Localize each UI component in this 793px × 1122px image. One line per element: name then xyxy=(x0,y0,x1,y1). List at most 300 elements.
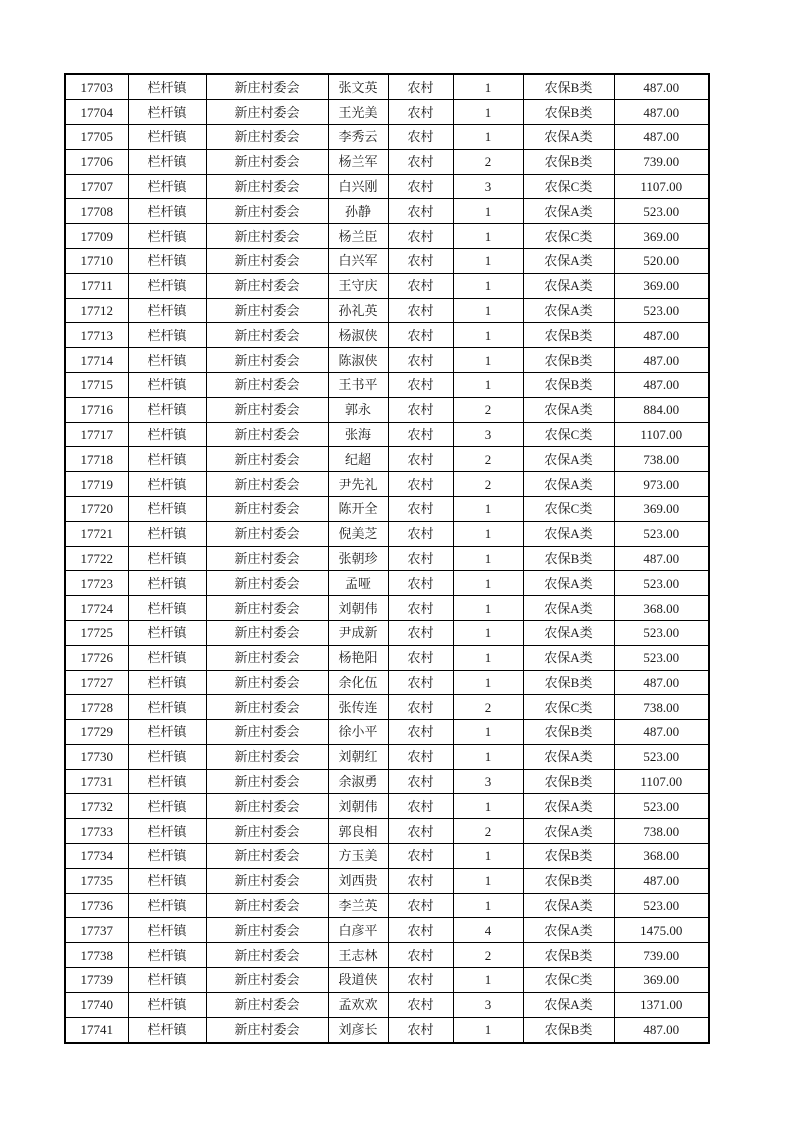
table-row xyxy=(65,546,709,571)
cell-village: 新庄村委会 xyxy=(206,397,328,422)
cell-amount: 1475.00 xyxy=(614,918,709,943)
cell-village: 新庄村委会 xyxy=(206,844,328,869)
table-row xyxy=(65,769,709,794)
table-row xyxy=(65,372,709,397)
cell-town: 栏杆镇 xyxy=(128,596,206,621)
cell-name: 李兰英 xyxy=(328,893,388,918)
table-row xyxy=(65,74,709,100)
cell-town: 栏杆镇 xyxy=(128,695,206,720)
cell-village: 新庄村委会 xyxy=(206,372,328,397)
cell-serial: 17715 xyxy=(65,372,128,397)
cell-amount: 487.00 xyxy=(614,348,709,373)
table-row xyxy=(65,496,709,521)
cell-village: 新庄村委会 xyxy=(206,645,328,670)
cell-serial: 17716 xyxy=(65,397,128,422)
cell-village: 新庄村委会 xyxy=(206,918,328,943)
cell-town: 栏杆镇 xyxy=(128,1017,206,1043)
cell-serial: 17708 xyxy=(65,199,128,224)
cell-type: 农村 xyxy=(388,323,453,348)
cell-name: 孙静 xyxy=(328,199,388,224)
cell-village: 新庄村委会 xyxy=(206,769,328,794)
cell-count: 1 xyxy=(453,298,523,323)
cell-serial: 17720 xyxy=(65,496,128,521)
table-row xyxy=(65,893,709,918)
cell-count: 1 xyxy=(453,100,523,125)
cell-village: 新庄村委会 xyxy=(206,868,328,893)
cell-name: 刘朝红 xyxy=(328,744,388,769)
cell-serial: 17739 xyxy=(65,968,128,993)
cell-category: 农保B类 xyxy=(523,546,614,571)
cell-amount: 973.00 xyxy=(614,472,709,497)
cell-count: 1 xyxy=(453,893,523,918)
cell-town: 栏杆镇 xyxy=(128,397,206,422)
payment-roster-table xyxy=(64,73,710,1044)
cell-category: 农保B类 xyxy=(523,868,614,893)
cell-village: 新庄村委会 xyxy=(206,298,328,323)
cell-count: 1 xyxy=(453,620,523,645)
cell-serial: 17719 xyxy=(65,472,128,497)
cell-amount: 884.00 xyxy=(614,397,709,422)
cell-type: 农村 xyxy=(388,422,453,447)
cell-name: 王守庆 xyxy=(328,273,388,298)
cell-town: 栏杆镇 xyxy=(128,620,206,645)
cell-category: 农保A类 xyxy=(523,397,614,422)
cell-type: 农村 xyxy=(388,943,453,968)
cell-amount: 487.00 xyxy=(614,546,709,571)
cell-town: 栏杆镇 xyxy=(128,819,206,844)
cell-name: 陈开全 xyxy=(328,496,388,521)
cell-category: 农保A类 xyxy=(523,521,614,546)
cell-serial: 17707 xyxy=(65,174,128,199)
cell-amount: 369.00 xyxy=(614,224,709,249)
cell-village: 新庄村委会 xyxy=(206,1017,328,1043)
cell-category: 农保A类 xyxy=(523,571,614,596)
cell-name: 倪美芝 xyxy=(328,521,388,546)
cell-village: 新庄村委会 xyxy=(206,174,328,199)
cell-category: 农保C类 xyxy=(523,968,614,993)
cell-name: 李秀云 xyxy=(328,124,388,149)
cell-category: 农保C类 xyxy=(523,496,614,521)
cell-amount: 523.00 xyxy=(614,893,709,918)
cell-town: 栏杆镇 xyxy=(128,149,206,174)
cell-amount: 369.00 xyxy=(614,496,709,521)
cell-town: 栏杆镇 xyxy=(128,670,206,695)
cell-category: 农保A类 xyxy=(523,893,614,918)
cell-type: 农村 xyxy=(388,273,453,298)
cell-serial: 17711 xyxy=(65,273,128,298)
table-row xyxy=(65,174,709,199)
cell-count: 1 xyxy=(453,248,523,273)
cell-count: 1 xyxy=(453,1017,523,1043)
cell-serial: 17734 xyxy=(65,844,128,869)
cell-type: 农村 xyxy=(388,100,453,125)
cell-serial: 17703 xyxy=(65,74,128,100)
cell-name: 杨艳阳 xyxy=(328,645,388,670)
table-row xyxy=(65,943,709,968)
cell-village: 新庄村委会 xyxy=(206,348,328,373)
cell-village: 新庄村委会 xyxy=(206,472,328,497)
cell-town: 栏杆镇 xyxy=(128,422,206,447)
cell-village: 新庄村委会 xyxy=(206,695,328,720)
table-row xyxy=(65,620,709,645)
cell-serial: 17741 xyxy=(65,1017,128,1043)
cell-type: 农村 xyxy=(388,596,453,621)
cell-serial: 17737 xyxy=(65,918,128,943)
cell-category: 农保B类 xyxy=(523,720,614,745)
cell-name: 王志林 xyxy=(328,943,388,968)
cell-town: 栏杆镇 xyxy=(128,248,206,273)
cell-count: 1 xyxy=(453,224,523,249)
cell-town: 栏杆镇 xyxy=(128,74,206,100)
cell-serial: 17731 xyxy=(65,769,128,794)
cell-town: 栏杆镇 xyxy=(128,372,206,397)
cell-category: 农保A类 xyxy=(523,992,614,1017)
cell-serial: 17706 xyxy=(65,149,128,174)
cell-count: 1 xyxy=(453,744,523,769)
cell-type: 农村 xyxy=(388,248,453,273)
cell-village: 新庄村委会 xyxy=(206,248,328,273)
cell-village: 新庄村委会 xyxy=(206,323,328,348)
cell-name: 王书平 xyxy=(328,372,388,397)
table-row xyxy=(65,918,709,943)
cell-amount: 738.00 xyxy=(614,819,709,844)
cell-amount: 523.00 xyxy=(614,794,709,819)
cell-category: 农保B类 xyxy=(523,149,614,174)
table-row xyxy=(65,397,709,422)
cell-town: 栏杆镇 xyxy=(128,868,206,893)
cell-type: 农村 xyxy=(388,744,453,769)
cell-count: 3 xyxy=(453,769,523,794)
table-body xyxy=(65,74,709,1043)
cell-category: 农保A类 xyxy=(523,645,614,670)
cell-type: 农村 xyxy=(388,769,453,794)
cell-type: 农村 xyxy=(388,174,453,199)
cell-amount: 369.00 xyxy=(614,968,709,993)
cell-town: 栏杆镇 xyxy=(128,844,206,869)
cell-count: 2 xyxy=(453,397,523,422)
cell-village: 新庄村委会 xyxy=(206,74,328,100)
cell-serial: 17717 xyxy=(65,422,128,447)
cell-type: 农村 xyxy=(388,1017,453,1043)
cell-town: 栏杆镇 xyxy=(128,893,206,918)
cell-serial: 17712 xyxy=(65,298,128,323)
cell-town: 栏杆镇 xyxy=(128,521,206,546)
cell-count: 2 xyxy=(453,447,523,472)
table-row xyxy=(65,868,709,893)
table-row xyxy=(65,422,709,447)
cell-type: 农村 xyxy=(388,968,453,993)
table-row xyxy=(65,844,709,869)
cell-town: 栏杆镇 xyxy=(128,224,206,249)
cell-name: 余化伍 xyxy=(328,670,388,695)
cell-town: 栏杆镇 xyxy=(128,124,206,149)
cell-name: 孟哑 xyxy=(328,571,388,596)
cell-category: 农保B类 xyxy=(523,74,614,100)
cell-count: 1 xyxy=(453,794,523,819)
cell-town: 栏杆镇 xyxy=(128,571,206,596)
cell-amount: 738.00 xyxy=(614,447,709,472)
cell-amount: 523.00 xyxy=(614,298,709,323)
table-row xyxy=(65,273,709,298)
cell-count: 1 xyxy=(453,546,523,571)
cell-type: 农村 xyxy=(388,868,453,893)
cell-amount: 738.00 xyxy=(614,695,709,720)
cell-village: 新庄村委会 xyxy=(206,546,328,571)
cell-town: 栏杆镇 xyxy=(128,447,206,472)
cell-serial: 17710 xyxy=(65,248,128,273)
table-row xyxy=(65,819,709,844)
cell-name: 尹先礼 xyxy=(328,472,388,497)
cell-town: 栏杆镇 xyxy=(128,968,206,993)
cell-town: 栏杆镇 xyxy=(128,298,206,323)
cell-count: 1 xyxy=(453,844,523,869)
cell-category: 农保A类 xyxy=(523,124,614,149)
cell-village: 新庄村委会 xyxy=(206,620,328,645)
cell-amount: 523.00 xyxy=(614,744,709,769)
cell-name: 刘朝伟 xyxy=(328,596,388,621)
cell-village: 新庄村委会 xyxy=(206,794,328,819)
cell-town: 栏杆镇 xyxy=(128,546,206,571)
cell-count: 1 xyxy=(453,199,523,224)
cell-category: 农保B类 xyxy=(523,1017,614,1043)
cell-village: 新庄村委会 xyxy=(206,893,328,918)
cell-count: 1 xyxy=(453,596,523,621)
cell-serial: 17727 xyxy=(65,670,128,695)
cell-category: 农保C类 xyxy=(523,422,614,447)
cell-amount: 520.00 xyxy=(614,248,709,273)
cell-type: 农村 xyxy=(388,844,453,869)
cell-name: 徐小平 xyxy=(328,720,388,745)
table-row xyxy=(65,124,709,149)
cell-amount: 523.00 xyxy=(614,645,709,670)
cell-serial: 17722 xyxy=(65,546,128,571)
cell-amount: 487.00 xyxy=(614,1017,709,1043)
cell-type: 农村 xyxy=(388,521,453,546)
cell-serial: 17713 xyxy=(65,323,128,348)
cell-town: 栏杆镇 xyxy=(128,273,206,298)
cell-name: 杨兰臣 xyxy=(328,224,388,249)
cell-count: 1 xyxy=(453,372,523,397)
cell-village: 新庄村委会 xyxy=(206,199,328,224)
cell-type: 农村 xyxy=(388,149,453,174)
cell-amount: 487.00 xyxy=(614,100,709,125)
cell-category: 农保B类 xyxy=(523,769,614,794)
cell-name: 张文英 xyxy=(328,74,388,100)
cell-category: 农保A类 xyxy=(523,472,614,497)
cell-category: 农保A类 xyxy=(523,447,614,472)
cell-count: 2 xyxy=(453,819,523,844)
cell-count: 1 xyxy=(453,124,523,149)
cell-name: 刘朝伟 xyxy=(328,794,388,819)
cell-category: 农保A类 xyxy=(523,744,614,769)
cell-village: 新庄村委会 xyxy=(206,224,328,249)
cell-count: 1 xyxy=(453,521,523,546)
cell-village: 新庄村委会 xyxy=(206,968,328,993)
table-row xyxy=(65,149,709,174)
cell-name: 孟欢欢 xyxy=(328,992,388,1017)
cell-name: 尹成新 xyxy=(328,620,388,645)
cell-serial: 17728 xyxy=(65,695,128,720)
cell-village: 新庄村委会 xyxy=(206,521,328,546)
cell-village: 新庄村委会 xyxy=(206,744,328,769)
cell-category: 农保A类 xyxy=(523,248,614,273)
cell-amount: 1107.00 xyxy=(614,769,709,794)
cell-village: 新庄村委会 xyxy=(206,992,328,1017)
cell-serial: 17714 xyxy=(65,348,128,373)
cell-name: 方玉美 xyxy=(328,844,388,869)
cell-name: 段道侠 xyxy=(328,968,388,993)
cell-category: 农保A类 xyxy=(523,620,614,645)
cell-category: 农保A类 xyxy=(523,596,614,621)
cell-amount: 369.00 xyxy=(614,273,709,298)
cell-name: 余淑勇 xyxy=(328,769,388,794)
cell-town: 栏杆镇 xyxy=(128,100,206,125)
cell-category: 农保A类 xyxy=(523,298,614,323)
cell-village: 新庄村委会 xyxy=(206,496,328,521)
cell-serial: 17705 xyxy=(65,124,128,149)
table-row xyxy=(65,670,709,695)
cell-type: 农村 xyxy=(388,447,453,472)
cell-amount: 368.00 xyxy=(614,844,709,869)
cell-village: 新庄村委会 xyxy=(206,124,328,149)
cell-count: 1 xyxy=(453,74,523,100)
cell-name: 刘西贵 xyxy=(328,868,388,893)
cell-village: 新庄村委会 xyxy=(206,720,328,745)
cell-name: 王光美 xyxy=(328,100,388,125)
cell-category: 农保B类 xyxy=(523,844,614,869)
table-row xyxy=(65,248,709,273)
cell-name: 白兴刚 xyxy=(328,174,388,199)
cell-village: 新庄村委会 xyxy=(206,943,328,968)
cell-type: 农村 xyxy=(388,546,453,571)
table-row xyxy=(65,224,709,249)
cell-amount: 487.00 xyxy=(614,124,709,149)
cell-name: 陈淑侠 xyxy=(328,348,388,373)
table-row xyxy=(65,472,709,497)
cell-count: 1 xyxy=(453,968,523,993)
cell-type: 农村 xyxy=(388,893,453,918)
cell-count: 2 xyxy=(453,472,523,497)
cell-serial: 17738 xyxy=(65,943,128,968)
table-row xyxy=(65,968,709,993)
cell-type: 农村 xyxy=(388,472,453,497)
cell-count: 1 xyxy=(453,348,523,373)
table-row xyxy=(65,695,709,720)
cell-town: 栏杆镇 xyxy=(128,472,206,497)
cell-category: 农保C类 xyxy=(523,695,614,720)
cell-count: 1 xyxy=(453,571,523,596)
cell-serial: 17726 xyxy=(65,645,128,670)
cell-serial: 17735 xyxy=(65,868,128,893)
cell-amount: 487.00 xyxy=(614,868,709,893)
cell-count: 1 xyxy=(453,670,523,695)
cell-amount: 1107.00 xyxy=(614,422,709,447)
table-row xyxy=(65,447,709,472)
cell-town: 栏杆镇 xyxy=(128,918,206,943)
cell-count: 1 xyxy=(453,273,523,298)
cell-serial: 17729 xyxy=(65,720,128,745)
cell-serial: 17709 xyxy=(65,224,128,249)
cell-name: 刘彦长 xyxy=(328,1017,388,1043)
cell-village: 新庄村委会 xyxy=(206,571,328,596)
table-row xyxy=(65,1017,709,1043)
cell-category: 农保B类 xyxy=(523,323,614,348)
cell-serial: 17730 xyxy=(65,744,128,769)
cell-type: 农村 xyxy=(388,992,453,1017)
cell-village: 新庄村委会 xyxy=(206,596,328,621)
cell-category: 农保A类 xyxy=(523,199,614,224)
cell-serial: 17721 xyxy=(65,521,128,546)
cell-count: 2 xyxy=(453,149,523,174)
cell-category: 农保A类 xyxy=(523,273,614,298)
cell-category: 农保B类 xyxy=(523,943,614,968)
cell-count: 2 xyxy=(453,695,523,720)
cell-category: 农保B类 xyxy=(523,100,614,125)
cell-type: 农村 xyxy=(388,645,453,670)
cell-type: 农村 xyxy=(388,348,453,373)
cell-serial: 17740 xyxy=(65,992,128,1017)
cell-serial: 17718 xyxy=(65,447,128,472)
cell-amount: 523.00 xyxy=(614,199,709,224)
table-row xyxy=(65,348,709,373)
table-row xyxy=(65,645,709,670)
cell-amount: 739.00 xyxy=(614,149,709,174)
cell-amount: 1371.00 xyxy=(614,992,709,1017)
cell-type: 农村 xyxy=(388,224,453,249)
cell-category: 农保C类 xyxy=(523,174,614,199)
cell-category: 农保A类 xyxy=(523,794,614,819)
cell-amount: 1107.00 xyxy=(614,174,709,199)
cell-category: 农保A类 xyxy=(523,819,614,844)
cell-count: 3 xyxy=(453,174,523,199)
cell-count: 3 xyxy=(453,422,523,447)
table-row xyxy=(65,744,709,769)
cell-count: 1 xyxy=(453,323,523,348)
cell-amount: 487.00 xyxy=(614,372,709,397)
table-row xyxy=(65,100,709,125)
cell-type: 农村 xyxy=(388,695,453,720)
table-row xyxy=(65,596,709,621)
cell-amount: 368.00 xyxy=(614,596,709,621)
cell-amount: 487.00 xyxy=(614,720,709,745)
table-row xyxy=(65,323,709,348)
cell-type: 农村 xyxy=(388,496,453,521)
cell-name: 杨淑侠 xyxy=(328,323,388,348)
cell-count: 1 xyxy=(453,645,523,670)
cell-amount: 487.00 xyxy=(614,323,709,348)
table-row xyxy=(65,571,709,596)
cell-count: 4 xyxy=(453,918,523,943)
table-row xyxy=(65,992,709,1017)
cell-amount: 523.00 xyxy=(614,620,709,645)
cell-type: 农村 xyxy=(388,670,453,695)
cell-serial: 17704 xyxy=(65,100,128,125)
cell-type: 农村 xyxy=(388,918,453,943)
cell-village: 新庄村委会 xyxy=(206,670,328,695)
cell-amount: 523.00 xyxy=(614,521,709,546)
cell-village: 新庄村委会 xyxy=(206,819,328,844)
cell-town: 栏杆镇 xyxy=(128,794,206,819)
cell-category: 农保A类 xyxy=(523,918,614,943)
cell-amount: 487.00 xyxy=(614,74,709,100)
cell-type: 农村 xyxy=(388,372,453,397)
cell-count: 1 xyxy=(453,868,523,893)
cell-name: 郭良相 xyxy=(328,819,388,844)
cell-type: 农村 xyxy=(388,124,453,149)
cell-town: 栏杆镇 xyxy=(128,323,206,348)
cell-amount: 739.00 xyxy=(614,943,709,968)
cell-village: 新庄村委会 xyxy=(206,447,328,472)
